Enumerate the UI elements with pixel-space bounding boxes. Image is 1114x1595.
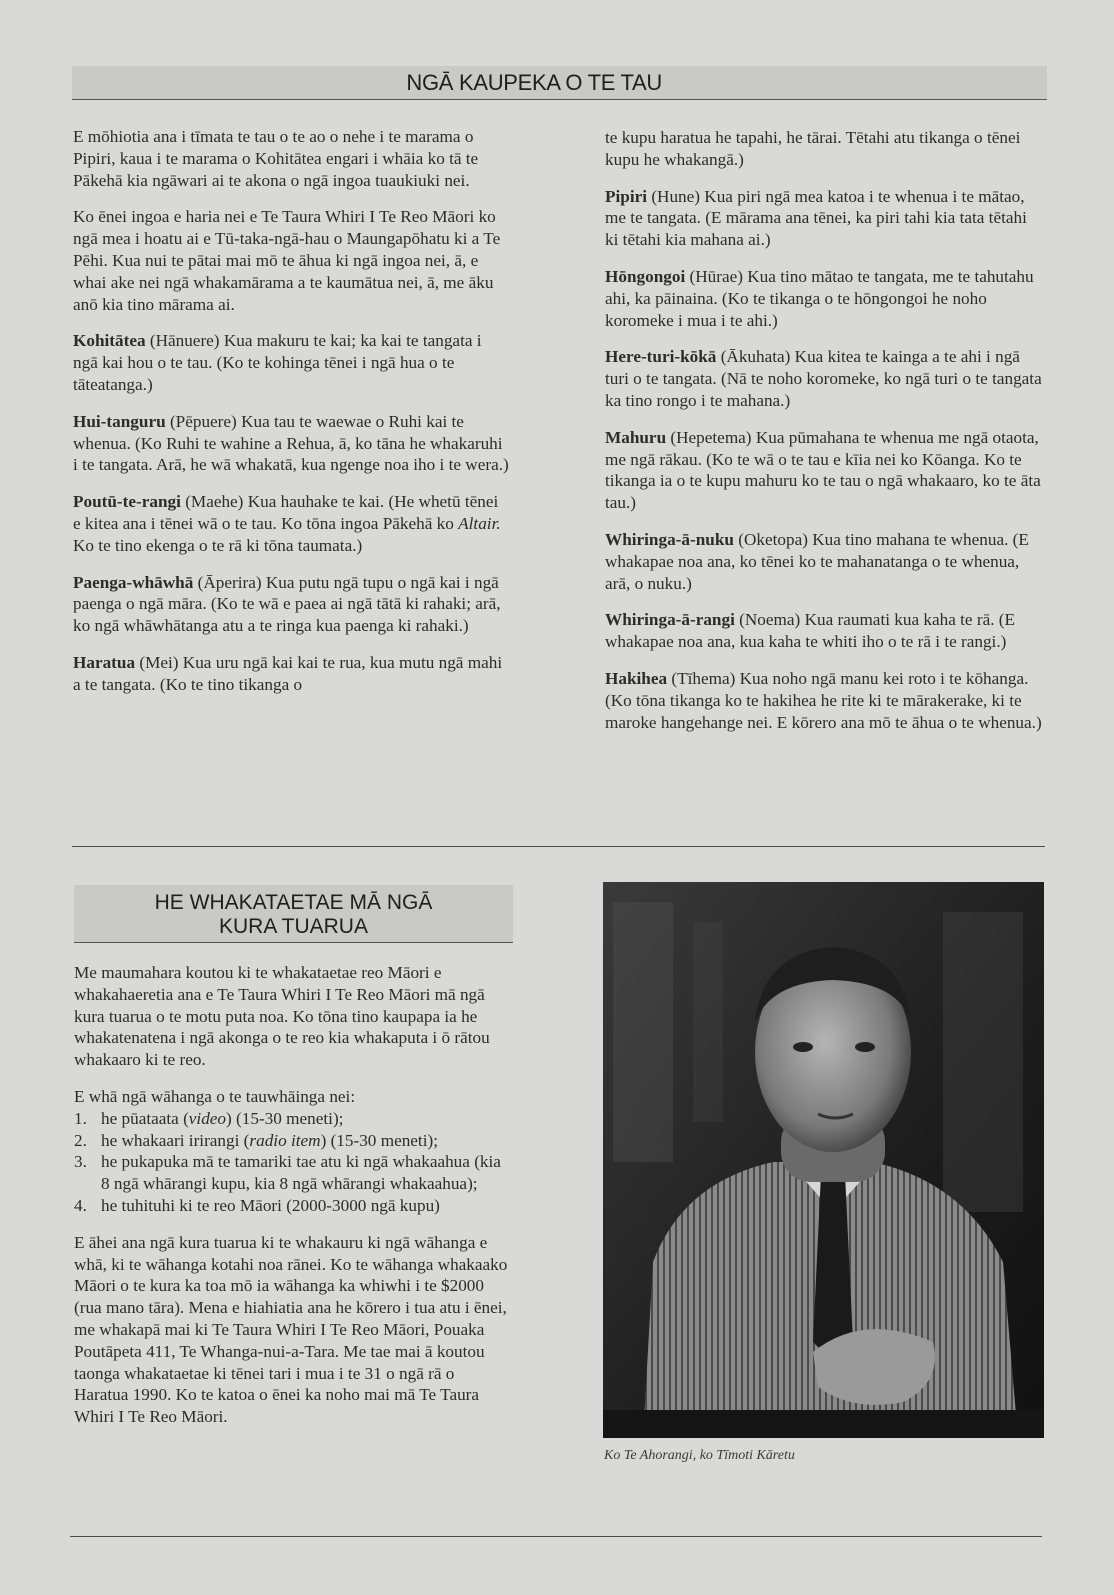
intro-paragraph-1: E mōhiotia ana i tīmata te tau o te ao o nehe i te marama o Pipiri, kaua i te marama o Kohitātea engari i whāia ko tā te Pākehā kia ngāwari ai te akona o ngā ingoa tuaukiuki nei. <box>73 127 479 190</box>
list-item: 4. he tuhituhi ki te reo Māori (2000-3000 ngā kupu) <box>74 1195 440 1215</box>
list-item: 1. he pūataata (video) (15-30 meneti); <box>74 1108 344 1128</box>
month-entry-haratua-continued: te kupu haratua he tapahi, he tārai. Tētahi atu tikanga o tēnei kupu he whakangā.) <box>605 128 1021 169</box>
month-entry-hakihea: Hakihea (Tīhema) Kua noho ngā manu kei roto i te kōhanga. (Ko tōna tikanga ko te hakihea he rite ki te mārakerake, ki te maroke hangehange nei. E kōrero ana mō te āhua o te whenua.) <box>605 668 1042 732</box>
month-entry-pipiri: Pipiri (Hune) Kua piri ngā mea katoa i te whenua i te mātao, me te tangata. (E mārama ana tēnei, ka piri tahi kia tata tētahi ki tētahi kia mahana ai.) <box>605 186 1027 250</box>
intro-paragraph-2: Ko ēnei ingoa e haria nei e Te Taura Whiri I Te Reo Māori ko ngā mea i hoatu ai e Tū-taka-ngā-hau o Maungapōhatu ki a Te Pēhi. Kua nui te pātai mai mō te āhua ki ngā ingoa nei, ā, e whai ake nei ngā whakamārama a te kaumātua nei, ā, me āku anō kia tino mārama ai. <box>73 207 501 314</box>
month-entry-haratua: Haratua (Mei) Kua uru ngā kai kai te rua, kua mutu ngā mahi a te tangata. (Ko te tino tikanga o <box>73 652 503 694</box>
right-column <box>605 127 1042 748</box>
section-title-competition <box>74 885 513 943</box>
month-entry-here-turi-koka: Here-turi-kōkā (Ākuhata) Kua kitea te kainga a te ahi i ngā turi o te tangata. (Nā te noho koromeke, ko ngā turi o te tangata ka tino rongo i te mahana.) <box>605 347 1042 410</box>
left-column <box>73 126 510 711</box>
competition-paragraph-1: Me maumahara koutou ki te whakataetae reo Māori e whakahaeretia ana e Te Taura Whiri I Te Reo Māori mā ngā kura tuarua o te motu puta noa. Ko tōna tino kaupapa ia he whakatenatena i ngā akonga o te reo kia whakaputa i ō rātou whakaaro ki te reo. <box>74 963 490 1070</box>
portrait-photo <box>603 882 1044 1438</box>
section-title-seasons <box>72 66 1047 100</box>
month-entry-mahuru: Mahuru (Hepetema) Kua pūmahana te whenua me ngā otaota, me ngā rākau. (Ko te wā o te tau e kīia nei ko Kōanga. Ko te tikanga ia o te kupu mahuru ko te tau o ngā whakaaro, ko te āta tau.) <box>605 427 1041 513</box>
portrait-illustration <box>603 882 1044 1438</box>
section-divider <box>72 846 1045 847</box>
seasons-title-text: NGĀ KAUPEKA O TE TAU <box>406 70 662 95</box>
month-entry-kohitatea: Kohitātea (Hānuere) Kua makuru te kai; ka kai te tangata i ngā kai hou o te tau. (Ko te kohinga tēnei i ngā hua o te tāteatanga.) <box>73 331 482 394</box>
competition-title-line-1: HE WHAKATAETAE MĀ NGĀ <box>154 891 433 914</box>
month-entry-whiringa-a-rangi: Whiringa-ā-rangi (Noema) Kua raumati kua kaha te rā. (E whakapae noa ana, kua kaha te whiti iho o te rā i te rangi.) <box>605 610 1016 652</box>
competition-title-line-2: KURA TUARUA <box>219 915 368 938</box>
competition-list-intro: E whā ngā wāhanga o te tauwhāinga nei: <box>74 1086 356 1106</box>
month-entry-paenga-whawha: Paenga-whāwhā (Āperira) Kua putu ngā tupu o ngā kai i ngā paenga o ngā māra. (Ko te wā e paea ai ngā tātā ki rahaki; arā, ko ngā whāwhātanga atu a te ringa kua paenga ki rahaki.) <box>73 572 501 636</box>
competition-paragraph-2: E āhei ana ngā kura tuarua ki te whakauru ki ngā wāhanga e whā, ki te wāhanga kotahi noa rānei. Ko te wāhanga whakaako Māori o te kura ka toa mō ia wāhanga ka whiwhi i te $2000 (rua mano tāra). Mena e hiahiatia ana he kōrero i tua atu i ēnei, me whakapā mai ki Te Taura Whiri I Te Reo Māori, Pouaka Poutāpeta 411, Te Whanga-nui-a-Tara. Me tae mai ā koutou taonga whakataetae ki tēnei tari i mua i te 31 o ngā rā o Haratua 1990. Ko te katoa o ēnei ka noho mai mā Te Taura Whiri I Te Reo Māori. <box>74 1232 508 1427</box>
footer-rule <box>70 1536 1042 1537</box>
month-entry-hui-tanguru: Hui-tanguru (Pēpuere) Kua tau te waewae o Ruhi kai te whenua. (Ko Ruhi te wahine a Rehua, ā, ko tāna he whakaruhi i te tangata. Arā, he wā whakatā, kua ngenge noa iho i te wera.) <box>73 411 509 475</box>
competition-column <box>74 962 511 1443</box>
month-entry-poutu-te-rangi: Poutū-te-rangi (Maehe) Kua hauhake te kai. (He whetū tēnei e kitea ana i tēnei wā o te tau. Ko tōna ingoa Pākehā ko Altair. Ko te tino ekenga o te rā ki tōna taumata.) <box>73 492 501 555</box>
list-item: 3. he pukapuka mā te tamariki tae atu ki ngā whakaahua (kia 8 ngā whārangi kupu, kia 8 ngā whārangi whakaahua); <box>74 1152 501 1194</box>
month-entry-whiringa-a-nuku: Whiringa-ā-nuku (Oketopa) Kua tino mahana te whenua. (E whakapae noa ana, ko tēnei ko te mahanatanga o te whenua, arā, o nuku.) <box>605 529 1029 593</box>
competition-list <box>74 1108 511 1217</box>
list-item: 2. he whakaari irirangi (radio item) (15-30 meneti); <box>74 1130 438 1150</box>
photo-caption: Ko Te Ahorangi, ko Tīmoti Kāretu <box>604 1448 795 1463</box>
month-entry-hongongoi: Hōngongoi (Hūrae) Kua tino mātao te tangata, me te tahutahu ahi, ka pāinaina. (Ko te tikanga o te hōngongoi he noho koromeke i mua i te ahi.) <box>605 266 1034 330</box>
